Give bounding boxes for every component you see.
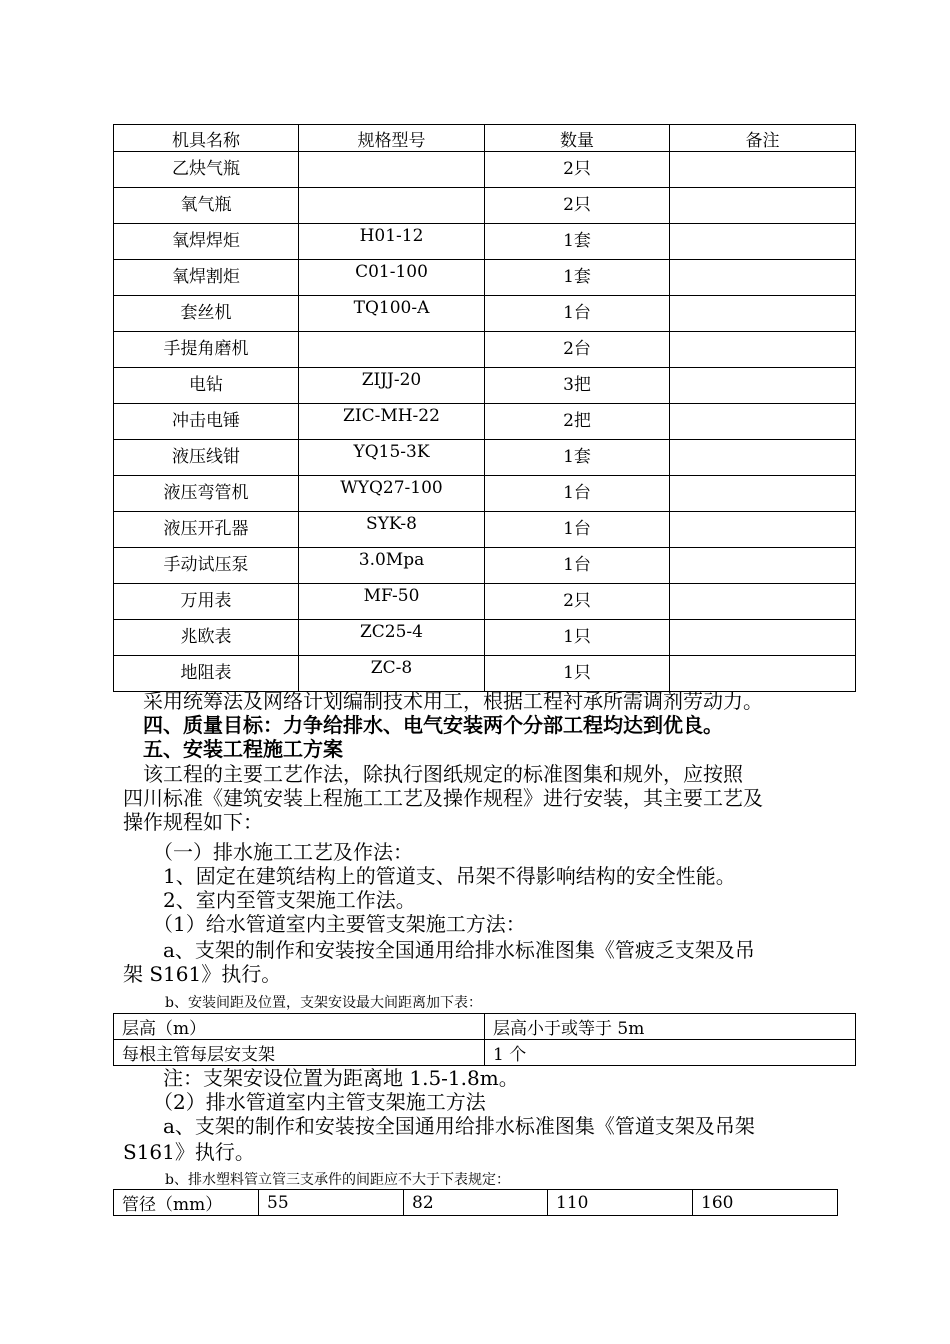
equipment-note-cell <box>670 188 856 224</box>
equipment-name-cell: 地阻表 <box>114 656 299 692</box>
equipment-model-cell: MF-50 <box>299 584 485 620</box>
equipment-name-cell: 液压开孔器 <box>114 512 299 548</box>
table-cell: 层高小于或等于 5m <box>485 1014 856 1040</box>
equipment-model-cell: ZC25-4 <box>299 620 485 656</box>
table-row <box>114 584 856 620</box>
equipment-name-cell: 氧气瓶 <box>114 188 299 224</box>
equipment-name-cell: 冲击电锤 <box>114 404 299 440</box>
paragraph-labor: 采用统筹法及网络计划编制技术用工，根据工程衬承所需调剂劳动力。 <box>123 689 763 713</box>
table-row <box>114 188 856 224</box>
equipment-model-cell: 3.0Mpa <box>299 548 485 584</box>
equipment-note-cell <box>670 584 856 620</box>
table-row <box>114 656 856 692</box>
equipment-note-cell <box>670 404 856 440</box>
equipment-model-cell <box>299 332 485 368</box>
equipment-model-cell: SYK-8 <box>299 512 485 548</box>
equipment-qty-cell: 2只 <box>485 584 670 620</box>
equipment-model-cell: WYQ27-100 <box>299 476 485 512</box>
header-model: 规格型号 <box>299 125 485 152</box>
equipment-model-cell: ZC-8 <box>299 656 485 692</box>
table-cell: 层高（m） <box>114 1014 485 1040</box>
table-row <box>114 296 856 332</box>
equipment-model-cell <box>299 152 485 188</box>
equipment-name-cell: 液压线钳 <box>114 440 299 476</box>
item-a2-line2: S161》执行。 <box>123 1140 255 1164</box>
item-b2-spacing: b、排水塑料管立管三支承件的间距应不大于下表规定： <box>123 1172 510 1188</box>
equipment-note-cell <box>670 440 856 476</box>
equipment-note-cell <box>670 476 856 512</box>
item-a-line2: 架 S161》执行。 <box>123 962 282 986</box>
item-drain-support: （2）排水管道室内主管支架施工方法 <box>123 1090 486 1114</box>
item-water-support: （1）给水管道室内主要管支架施工方法： <box>123 912 526 936</box>
equipment-qty-cell: 2只 <box>485 188 670 224</box>
equipment-model-cell: ZIJJ-20 <box>299 368 485 404</box>
equipment-qty-cell: 1套 <box>485 260 670 296</box>
table-row <box>114 224 856 260</box>
equipment-name-cell: 手提角磨机 <box>114 332 299 368</box>
equipment-note-cell <box>670 260 856 296</box>
paragraph-process-line2: 四川标准《建筑安装上程施工工艺及操作规程》进行安装，其主要工艺及 <box>123 786 763 810</box>
equipment-note-cell <box>670 368 856 404</box>
equipment-qty-cell: 1只 <box>485 620 670 656</box>
item-a2-line1: a、支架的制作和安装按全国通用给排水标准图集《管道支架及吊架 <box>123 1114 755 1138</box>
table-row <box>114 332 856 368</box>
table-row <box>114 548 856 584</box>
table-cell: 管径（mm） <box>114 1190 259 1216</box>
heading-quality-goal: 四、质量目标：力争给排水、电气安装两个分部工程均达到优良。 <box>123 713 723 737</box>
item-a-line1: a、支架的制作和安装按全国通用给排水标准图集《管疲乏支架及吊 <box>123 938 755 962</box>
equipment-qty-cell: 2只 <box>485 152 670 188</box>
equipment-note-cell <box>670 332 856 368</box>
equipment-note-cell <box>670 224 856 260</box>
equipment-model-cell: C01-100 <box>299 260 485 296</box>
equipment-name-cell: 兆欧表 <box>114 620 299 656</box>
table-row <box>114 260 856 296</box>
equipment-name-cell: 套丝机 <box>114 296 299 332</box>
equipment-model-cell: H01-12 <box>299 224 485 260</box>
paragraph-process-line1: 该工程的主要工艺作法，除执行图纸规定的标准图集和规外，应按照 <box>123 762 743 786</box>
equipment-model-cell: TQ100-A <box>299 296 485 332</box>
table-row <box>114 440 856 476</box>
header-name: 机具名称 <box>114 125 299 152</box>
equipment-table-body <box>114 152 856 692</box>
equipment-qty-cell: 2把 <box>485 404 670 440</box>
equipment-name-cell: 氧焊焊炬 <box>114 224 299 260</box>
table-cell: 每根主管每层安支架 <box>114 1040 485 1066</box>
equipment-note-cell <box>670 296 856 332</box>
equipment-name-cell: 液压弯管机 <box>114 476 299 512</box>
equipment-qty-cell: 1台 <box>485 296 670 332</box>
header-qty: 数量 <box>485 125 670 152</box>
table-row <box>114 1014 856 1040</box>
table-cell: 110 <box>548 1190 693 1216</box>
table-row <box>114 620 856 656</box>
equipment-qty-cell: 1套 <box>485 224 670 260</box>
table-cell: 82 <box>404 1190 548 1216</box>
table-row <box>114 1040 856 1066</box>
equipment-table <box>113 124 856 692</box>
equipment-qty-cell: 2台 <box>485 332 670 368</box>
equipment-note-cell <box>670 656 856 692</box>
equipment-qty-cell: 1只 <box>485 656 670 692</box>
equipment-qty-cell: 1台 <box>485 476 670 512</box>
equipment-name-cell: 氧焊割炬 <box>114 260 299 296</box>
spacing-table <box>113 1013 856 1066</box>
table-cell: 160 <box>693 1190 838 1216</box>
equipment-model-cell: YQ15-3K <box>299 440 485 476</box>
equipment-name-cell: 电钻 <box>114 368 299 404</box>
equipment-name-cell: 乙炔气瓶 <box>114 152 299 188</box>
equipment-model-cell: ZIC-MH-22 <box>299 404 485 440</box>
item-2: 2、室内至管支架施工作法。 <box>123 888 416 912</box>
equipment-note-cell <box>670 152 856 188</box>
section-drainage: （一）排水施工工艺及作法： <box>123 840 413 864</box>
paragraph-process-line3: 操作规程如下： <box>123 810 263 834</box>
equipment-model-cell <box>299 188 485 224</box>
table-row <box>114 368 856 404</box>
table-row <box>114 512 856 548</box>
equipment-qty-cell: 1台 <box>485 512 670 548</box>
equipment-table-header <box>114 125 856 152</box>
heading-construction-plan: 五、安装工程施工方案 <box>123 737 343 761</box>
table-row <box>114 404 856 440</box>
equipment-name-cell: 手动试压泵 <box>114 548 299 584</box>
equipment-qty-cell: 3把 <box>485 368 670 404</box>
note-support-position: 注：支架安设位置为距离地 1.5-1.8m。 <box>123 1066 519 1090</box>
equipment-note-cell <box>670 512 856 548</box>
header-note: 备注 <box>670 125 856 152</box>
equipment-qty-cell: 1台 <box>485 548 670 584</box>
equipment-note-cell <box>670 548 856 584</box>
pipe-diameter-table <box>113 1189 838 1216</box>
table-row <box>114 1190 838 1216</box>
equipment-qty-cell: 1套 <box>485 440 670 476</box>
item-1: 1、固定在建筑结构上的管道支、吊架不得影响结构的安全性能。 <box>123 864 736 888</box>
table-row <box>114 476 856 512</box>
table-cell: 1 个 <box>485 1040 856 1066</box>
equipment-name-cell: 万用表 <box>114 584 299 620</box>
equipment-note-cell <box>670 620 856 656</box>
item-b-spacing: b、安装间距及位置，支架安设最大间距离加下表： <box>123 995 482 1011</box>
table-cell: 55 <box>259 1190 404 1216</box>
table-row <box>114 152 856 188</box>
